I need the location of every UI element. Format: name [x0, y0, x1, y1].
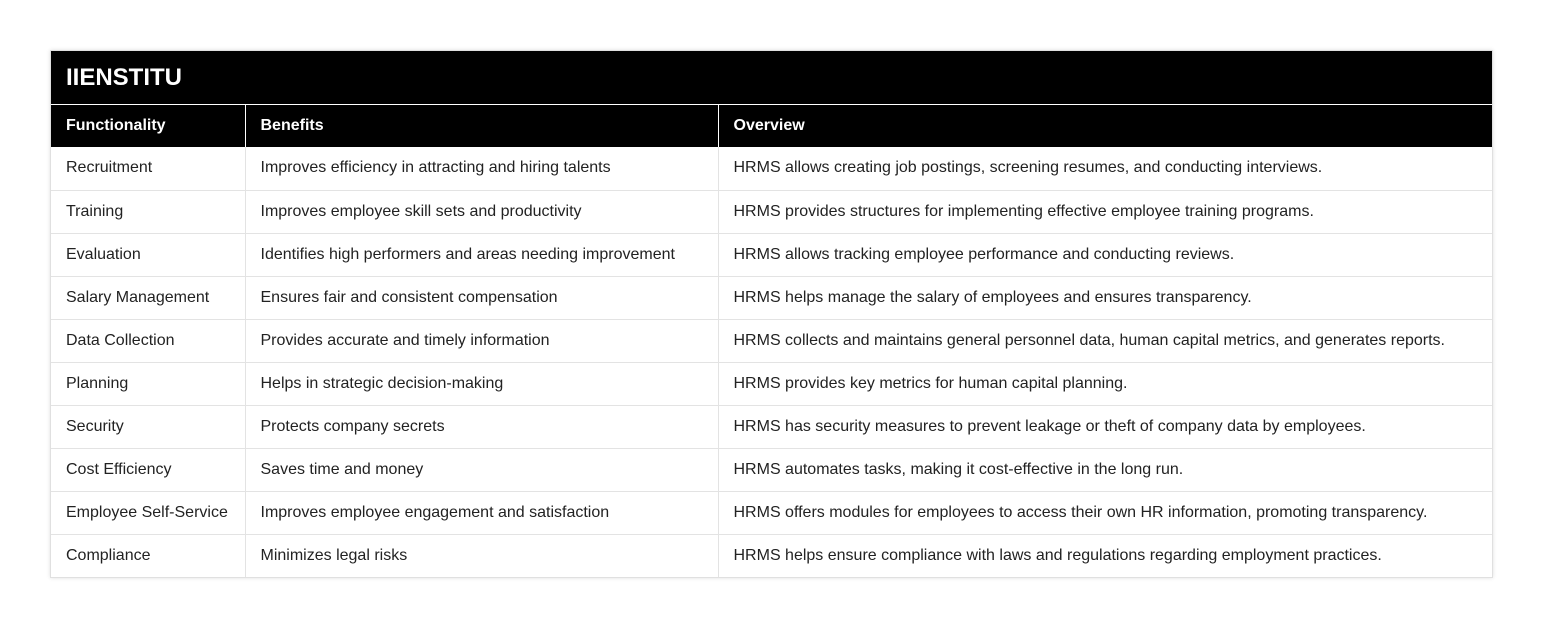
table-row — [51, 233, 1492, 276]
table-row — [51, 190, 1492, 233]
cell-overview: HRMS provides structures for implementing effective employee training programs. — [718, 190, 1492, 233]
cell-overview: HRMS automates tasks, making it cost-effective in the long run. — [718, 448, 1492, 491]
cell-benefits: Ensures fair and consistent compensation — [245, 276, 718, 319]
cell-benefits: Saves time and money — [245, 448, 718, 491]
table-header — [51, 105, 1492, 147]
table-row — [51, 276, 1492, 319]
cell-functionality: Planning — [51, 362, 245, 405]
header-overview: Overview — [718, 105, 1492, 147]
cell-functionality: Compliance — [51, 534, 245, 577]
table-row — [51, 405, 1492, 448]
hrms-functionality-table — [51, 105, 1492, 577]
cell-functionality: Cost Efficiency — [51, 448, 245, 491]
cell-benefits: Improves efficiency in attracting and hiring talents — [245, 147, 718, 190]
cell-overview: HRMS helps ensure compliance with laws and regulations regarding employment practices. — [718, 534, 1492, 577]
cell-overview: HRMS collects and maintains general personnel data, human capital metrics, and generates reports. — [718, 319, 1492, 362]
cell-overview: HRMS offers modules for employees to access their own HR information, promoting transparency. — [718, 491, 1492, 534]
cell-benefits: Improves employee skill sets and productivity — [245, 190, 718, 233]
table-row — [51, 534, 1492, 577]
cell-functionality: Training — [51, 190, 245, 233]
hrms-table-container — [50, 50, 1493, 578]
cell-benefits: Provides accurate and timely information — [245, 319, 718, 362]
table-brand-title: IIENSTITU — [51, 51, 1492, 105]
table-row — [51, 362, 1492, 405]
table-header-row — [51, 105, 1492, 147]
table-row — [51, 147, 1492, 190]
header-functionality: Functionality — [51, 105, 245, 147]
cell-functionality: Data Collection — [51, 319, 245, 362]
header-benefits: Benefits — [245, 105, 718, 147]
cell-functionality: Evaluation — [51, 233, 245, 276]
cell-benefits: Improves employee engagement and satisfaction — [245, 491, 718, 534]
cell-benefits: Minimizes legal risks — [245, 534, 718, 577]
cell-overview: HRMS allows tracking employee performance and conducting reviews. — [718, 233, 1492, 276]
table-body — [51, 147, 1492, 577]
table-row — [51, 448, 1492, 491]
cell-functionality: Security — [51, 405, 245, 448]
cell-overview: HRMS helps manage the salary of employees and ensures transparency. — [718, 276, 1492, 319]
cell-overview: HRMS provides key metrics for human capital planning. — [718, 362, 1492, 405]
table-row — [51, 491, 1492, 534]
cell-functionality: Salary Management — [51, 276, 245, 319]
cell-benefits: Helps in strategic decision-making — [245, 362, 718, 405]
cell-overview: HRMS has security measures to prevent leakage or theft of company data by employees. — [718, 405, 1492, 448]
cell-benefits: Protects company secrets — [245, 405, 718, 448]
cell-benefits: Identifies high performers and areas needing improvement — [245, 233, 718, 276]
cell-functionality: Recruitment — [51, 147, 245, 190]
cell-functionality: Employee Self-Service — [51, 491, 245, 534]
cell-overview: HRMS allows creating job postings, screening resumes, and conducting interviews. — [733, 159, 1323, 177]
table-row — [51, 319, 1492, 362]
